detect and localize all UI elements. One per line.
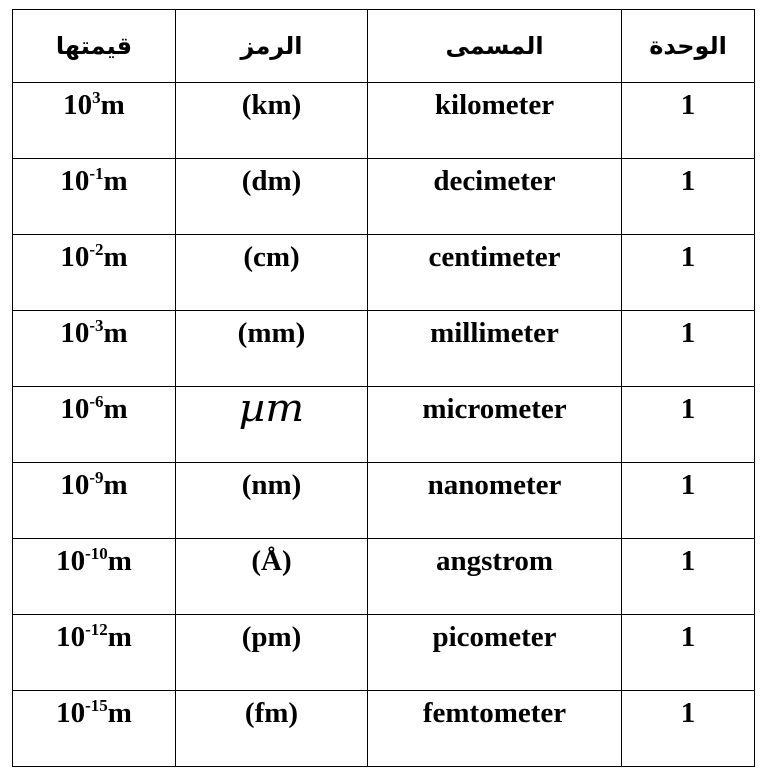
unit-cell — [622, 83, 755, 159]
symbol-cell — [176, 387, 368, 463]
value-text — [13, 539, 175, 576]
symbol-cell — [176, 159, 368, 235]
value-suffix: m — [103, 393, 128, 425]
value-text — [13, 615, 175, 652]
name-cell — [368, 691, 622, 767]
name-text: angstrom — [435, 545, 554, 577]
unit-cell — [622, 387, 755, 463]
name-cell — [368, 463, 622, 539]
unit-text: 1 — [680, 545, 696, 577]
value-cell — [13, 539, 176, 615]
value-suffix: m — [103, 241, 128, 273]
symbol-text: µm — [238, 386, 305, 430]
symbol-text: (Å) — [251, 545, 292, 577]
name-cell — [368, 615, 622, 691]
symbol-cell — [176, 83, 368, 159]
unit-text: 1 — [680, 697, 696, 729]
unit-cell — [622, 691, 755, 767]
unit-text: 1 — [680, 165, 696, 197]
value-suffix: m — [107, 621, 132, 653]
value-exponent: -2 — [89, 240, 104, 259]
symbol-text: (nm) — [241, 469, 302, 501]
name-text: micrometer — [422, 393, 567, 425]
value-cell — [13, 235, 176, 311]
unit-cell — [622, 539, 755, 615]
header-unit: الوحدة — [622, 10, 755, 83]
name-text: millimeter — [430, 317, 559, 349]
value-exponent: -1 — [89, 164, 104, 183]
header-row — [13, 10, 755, 83]
table-row — [13, 615, 755, 691]
name-text: nanometer — [427, 469, 562, 501]
value-base: 10 — [56, 545, 86, 577]
table-row — [13, 235, 755, 311]
value-text — [13, 235, 175, 272]
value-cell — [13, 159, 176, 235]
symbol-cell — [176, 615, 368, 691]
table-row — [13, 311, 755, 387]
value-exponent: -12 — [85, 620, 108, 639]
value-base: 10 — [60, 317, 90, 349]
name-cell — [368, 311, 622, 387]
value-base: 10 — [60, 165, 90, 197]
table-row — [13, 691, 755, 767]
table-row — [13, 387, 755, 463]
symbol-text: (mm) — [237, 317, 306, 349]
symbol-text: (pm) — [241, 621, 302, 653]
unit-text: 1 — [680, 621, 696, 653]
value-base: 10 — [56, 697, 86, 729]
value-text — [13, 311, 175, 348]
value-exponent: -15 — [85, 696, 108, 715]
value-exponent: -10 — [85, 544, 108, 563]
unit-cell — [622, 463, 755, 539]
value-text — [13, 83, 175, 120]
symbol-text: (dm) — [241, 165, 302, 197]
value-cell — [13, 691, 176, 767]
table-row — [13, 159, 755, 235]
units-table — [12, 9, 755, 767]
value-suffix: m — [103, 317, 128, 349]
value-cell — [13, 387, 176, 463]
value-text — [13, 691, 175, 728]
name-text: centimeter — [428, 241, 561, 273]
name-cell — [368, 83, 622, 159]
name-cell — [368, 387, 622, 463]
value-cell — [13, 615, 176, 691]
name-text: femtometer — [422, 697, 567, 729]
table-row — [13, 463, 755, 539]
value-cell — [13, 311, 176, 387]
symbol-cell — [176, 691, 368, 767]
unit-text: 1 — [680, 469, 696, 501]
value-suffix: m — [103, 469, 128, 501]
value-suffix: m — [103, 165, 128, 197]
unit-cell — [622, 235, 755, 311]
symbol-text: (fm) — [244, 697, 299, 729]
unit-text: 1 — [680, 89, 696, 121]
symbol-cell — [176, 311, 368, 387]
unit-cell — [622, 311, 755, 387]
value-base: 10 — [56, 621, 86, 653]
value-exponent: -3 — [89, 316, 104, 335]
value-suffix: m — [107, 545, 132, 577]
value-base: 10 — [60, 241, 90, 273]
header-symbol: الرمز — [176, 10, 368, 83]
value-cell — [13, 463, 176, 539]
symbol-cell — [176, 539, 368, 615]
unit-text: 1 — [680, 241, 696, 273]
value-suffix: m — [100, 89, 125, 121]
value-exponent: -9 — [89, 468, 104, 487]
symbol-cell — [176, 463, 368, 539]
header-value: قيمتها — [13, 10, 176, 83]
name-text: kilometer — [434, 89, 555, 121]
symbol-text: (km) — [241, 89, 302, 121]
value-exponent: 3 — [92, 88, 101, 107]
table-row — [13, 83, 755, 159]
header-name: المسمى — [368, 10, 622, 83]
unit-text: 1 — [680, 317, 696, 349]
value-base: 10 — [60, 469, 90, 501]
unit-text: 1 — [680, 393, 696, 425]
unit-cell — [622, 615, 755, 691]
value-base: 10 — [63, 89, 93, 121]
unit-cell — [622, 159, 755, 235]
value-text — [13, 387, 175, 424]
value-exponent: -6 — [89, 392, 104, 411]
name-cell — [368, 235, 622, 311]
name-cell — [368, 159, 622, 235]
name-text: decimeter — [433, 165, 556, 197]
symbol-text: (cm) — [243, 241, 300, 273]
name-text: picometer — [432, 621, 557, 653]
value-cell — [13, 83, 176, 159]
table-row — [13, 539, 755, 615]
value-text — [13, 159, 175, 196]
value-text — [13, 463, 175, 500]
value-suffix: m — [107, 697, 132, 729]
value-base: 10 — [60, 393, 90, 425]
symbol-cell — [176, 235, 368, 311]
name-cell — [368, 539, 622, 615]
